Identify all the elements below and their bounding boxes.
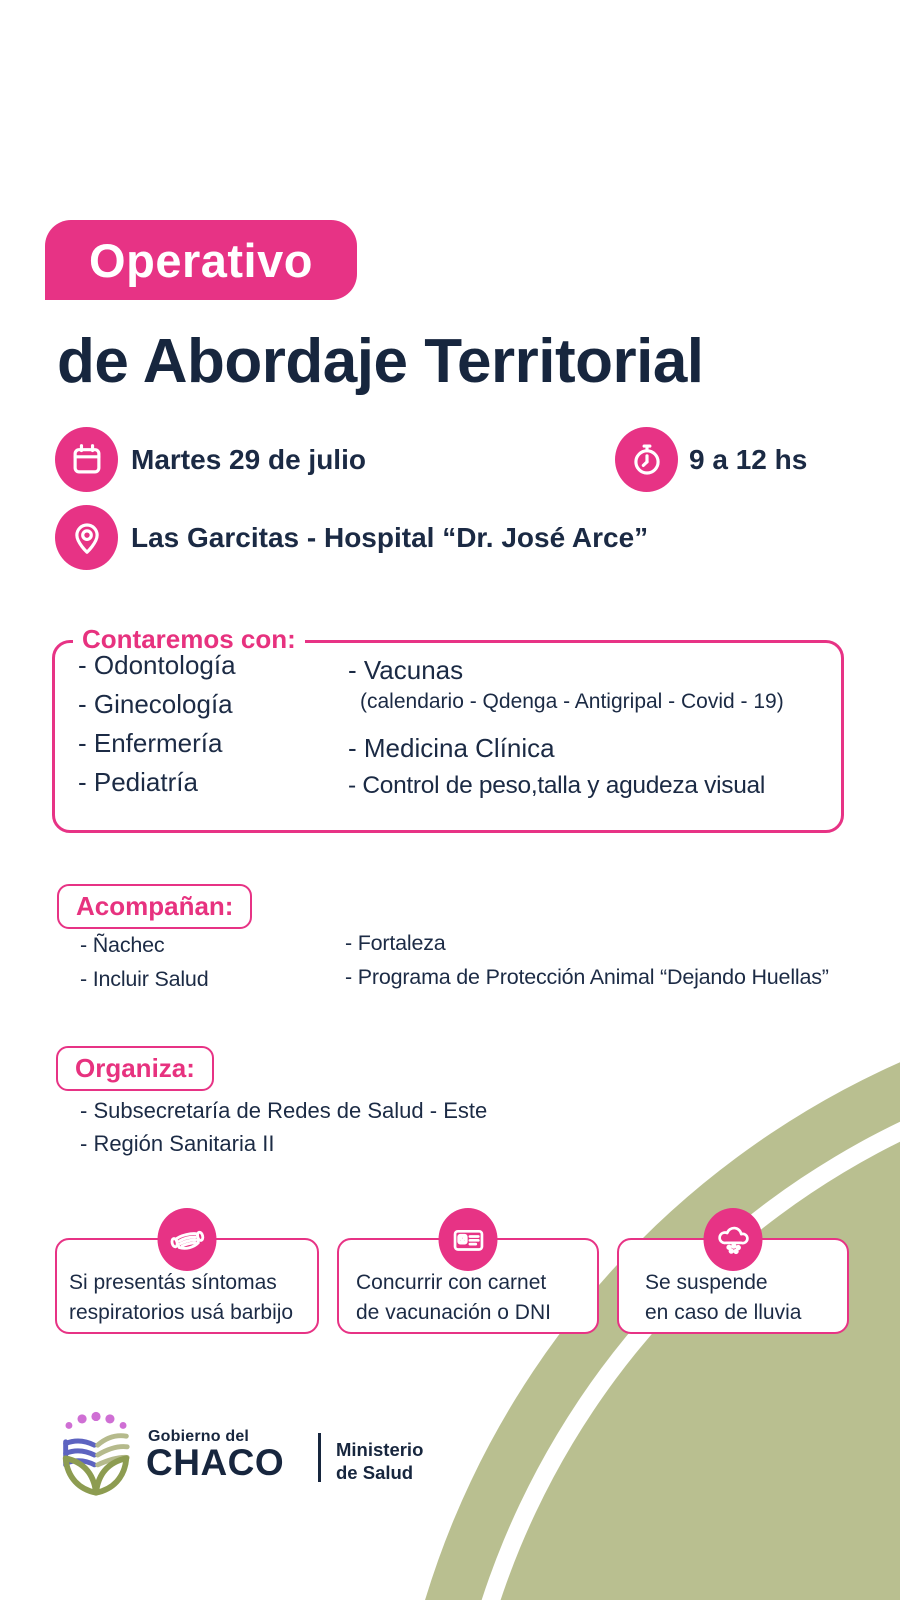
ministry-line: Ministerio [336, 1439, 424, 1460]
organizers-list [80, 1094, 487, 1160]
rain-cloud-icon [704, 1208, 763, 1271]
companions-left-column [80, 928, 208, 996]
service-item: - Odontología [78, 650, 236, 680]
chaco-emblem [55, 1410, 137, 1505]
location-row [55, 505, 648, 570]
page-title: de Abordaje Territorial [57, 327, 704, 396]
ministry-label [336, 1438, 423, 1484]
organizer-item: - Región Sanitaria II [80, 1131, 275, 1156]
service-item: - Pediatría [78, 767, 198, 797]
chaco-label: CHACO [146, 1442, 285, 1483]
companion-item: - Ñachec [80, 933, 165, 957]
service-item: - Control de peso,talla y agudeza visual [348, 772, 766, 799]
notice-line: Si presentás síntomas [69, 1271, 277, 1294]
service-item-detail: (calendario - Qdenga - Antigripal - Covid - 19) [360, 690, 784, 713]
companion-item: - Fortaleza [345, 931, 446, 955]
notice-card-mask [55, 1238, 319, 1334]
services-heading: Contaremos con: [73, 624, 305, 655]
calendar-icon [55, 427, 118, 492]
mask-icon [158, 1208, 217, 1271]
services-left-column [78, 646, 236, 802]
stopwatch-icon [615, 427, 678, 492]
organizers-tag: Organiza: [56, 1046, 214, 1091]
services-box [52, 624, 844, 833]
service-item: - Enfermería [78, 728, 223, 758]
notice-line: en caso de lluvia [645, 1301, 802, 1324]
footer-divider [318, 1433, 321, 1482]
companions-tag: Acompañan: [57, 884, 252, 929]
notice-line: de vacunación o DNI [356, 1301, 551, 1324]
time-row [615, 427, 807, 492]
service-item: - Ginecología [78, 689, 233, 719]
event-time-label: 9 a 12 hs [689, 443, 808, 475]
companion-item: - Programa de Protección Animal “Dejando Huellas” [345, 965, 829, 989]
notice-card-id [337, 1238, 599, 1334]
date-row [55, 427, 366, 492]
notice-line: Concurrir con carnet [356, 1271, 547, 1294]
event-location-label: Las Garcitas - Hospital “Dr. José Arce” [131, 521, 649, 553]
notice-line: respiratorios usá barbijo [69, 1301, 294, 1324]
operativo-badge-label: Operativo [89, 233, 313, 287]
companions-right-column [345, 926, 829, 994]
location-pin-icon [55, 505, 118, 570]
id-card-icon [439, 1208, 498, 1271]
service-item: - Medicina Clínica [348, 733, 555, 763]
companion-item: - Incluir Salud [80, 967, 209, 991]
organizer-item: - Subsecretaría de Redes de Salud - Este [80, 1098, 488, 1123]
gobierno-del-label: Gobierno del [148, 1428, 250, 1445]
service-item: - Vacunas [348, 655, 464, 685]
notice-line: Se suspende [645, 1271, 768, 1294]
operativo-badge [45, 220, 357, 300]
ministry-line: de Salud [336, 1462, 414, 1483]
event-date-label: Martes 29 de julio [131, 443, 366, 475]
notice-card-rain [617, 1238, 849, 1334]
